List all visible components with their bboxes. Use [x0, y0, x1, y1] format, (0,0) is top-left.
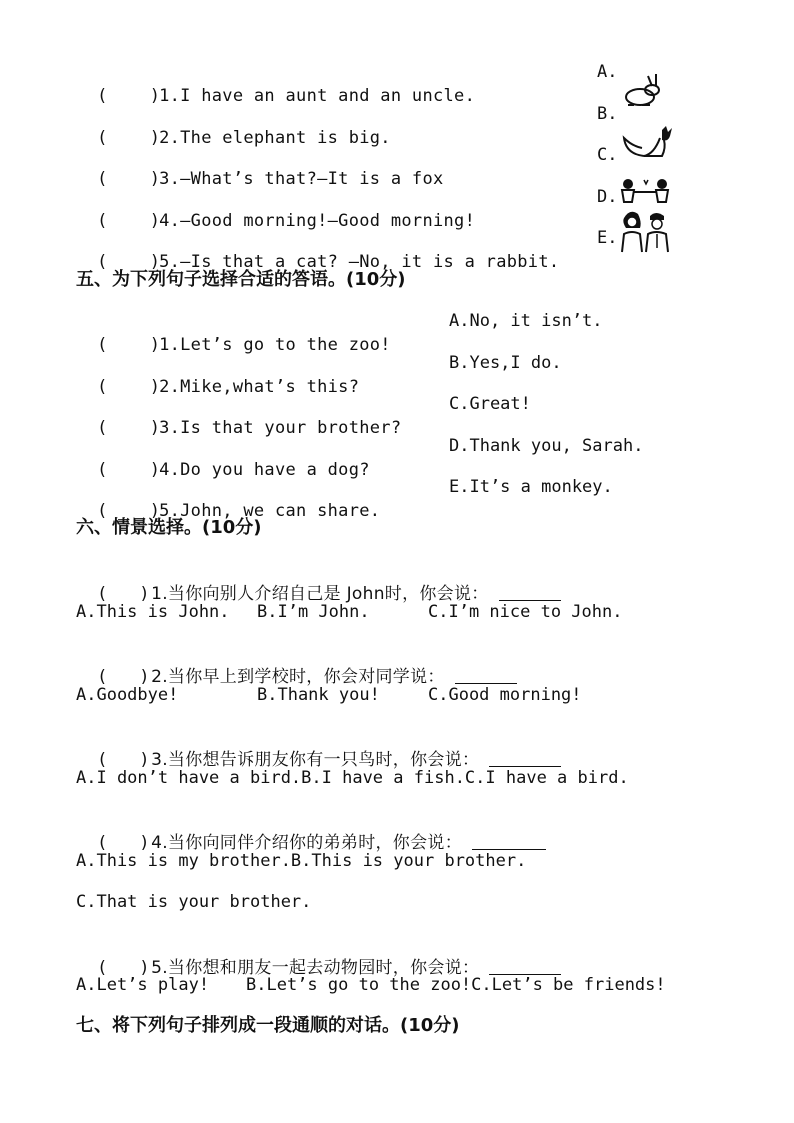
question-3 — [76, 724, 561, 772]
answer-paren[interactable]: ( ) — [97, 335, 161, 355]
fox-picture — [618, 124, 674, 160]
answer-option-e: E.It’s a monkey. — [449, 477, 613, 497]
answer-paren[interactable]: ( ) — [97, 377, 161, 397]
answer-blank[interactable] — [489, 748, 561, 767]
greeting-picture — [618, 176, 674, 212]
section5-title: 五、为下列句子选择合适的答语。(10分) — [76, 269, 406, 290]
choice-b-c: B.Let’s go to the zoo!C.Let’s be friends! — [246, 975, 666, 995]
choice-c: C.Good morning! — [428, 685, 582, 705]
answer-paren[interactable]: ( ) — [97, 958, 150, 978]
option-letter-d: D. — [597, 187, 618, 207]
answer-blank[interactable] — [455, 665, 517, 684]
choice-b: B.I’m John. — [257, 602, 370, 622]
item-text: 1.I have an aunt and an uncle. — [159, 86, 476, 106]
question-text: 1.当你向别人介绍自己是 John时，你会说： — [151, 584, 489, 604]
item-text: 2.Mike,what’s this? — [159, 377, 360, 397]
answer-paren[interactable]: ( ) — [97, 128, 161, 148]
rabbit-picture — [618, 72, 674, 108]
item-text: 1.Let’s go to the zoo! — [159, 335, 391, 355]
question-text: 4.当你向同伴介绍你的弟弟时，你会说： — [151, 833, 462, 853]
question-text: 2.当你早上到学校时，你会对同学说： — [151, 667, 445, 687]
option-letter-a: A. — [597, 62, 618, 82]
choices-line: A.I don’t have a bird.B.I have a fish.C.I have a bird. — [76, 768, 629, 788]
section4-item-5 — [76, 226, 559, 274]
answer-paren[interactable]: ( ) — [97, 501, 161, 521]
section5-item-1 — [76, 309, 391, 357]
option-letter-c: C. — [597, 145, 618, 165]
section4-item-1 — [76, 60, 475, 108]
choice-a: A.Let’s play! — [76, 975, 210, 995]
item-text: 3.Is that your brother? — [159, 418, 402, 438]
answer-paren[interactable]: ( ) — [97, 211, 161, 231]
section5-item-3 — [76, 392, 401, 440]
item-text: 4.Do you have a dog? — [159, 460, 370, 480]
section7-title: 七、将下列句子排列成一段通顺的对话。(10分) — [76, 1015, 460, 1036]
section6-title: 六、情景选择。(10分) — [76, 517, 262, 538]
answer-option-a: A.No, it isn’t. — [449, 311, 603, 331]
answer-blank[interactable] — [499, 582, 561, 601]
item-text: 3.—What’s that?—It is a fox — [159, 169, 444, 189]
answer-paren[interactable]: ( ) — [97, 252, 161, 272]
item-text: 5.John, we can share. — [159, 501, 381, 521]
answer-option-d: D.Thank you, Sarah. — [449, 436, 644, 456]
answer-paren[interactable]: ( ) — [97, 460, 161, 480]
choice-c: C.I’m nice to John. — [428, 602, 623, 622]
choices-line: A.This is my brother.B.This is your brother. — [76, 851, 527, 871]
aunt-uncle-picture — [618, 208, 674, 254]
option-letter-e: E. — [597, 228, 618, 248]
answer-option-c: C.Great! — [449, 394, 531, 414]
option-letter-b: B. — [597, 104, 618, 124]
question-text: 5.当你想和朋友一起去动物园时，你会说： — [151, 958, 480, 978]
question-text: 3.当你想告诉朋友你有一只鸟时，你会说： — [151, 750, 480, 770]
question-1 — [76, 558, 561, 606]
choice-a: A.This is John. — [76, 602, 230, 622]
choice-b: B.Thank you! — [257, 685, 380, 705]
choice-c: C.That is your brother. — [76, 892, 312, 912]
answer-paren[interactable]: ( ) — [97, 169, 161, 189]
answer-option-b: B.Yes,I do. — [449, 353, 562, 373]
item-text: 4.—Good morning!—Good morning! — [159, 211, 476, 231]
answer-paren[interactable]: ( ) — [97, 667, 150, 687]
answer-blank[interactable] — [472, 831, 546, 850]
answer-paren[interactable]: ( ) — [97, 584, 150, 604]
question-2 — [76, 641, 517, 689]
answer-paren[interactable]: ( ) — [97, 833, 150, 853]
item-text: 5.—Is that a cat? —No, it is a rabbit. — [159, 252, 560, 272]
item-text: 2.The elephant is big. — [159, 128, 391, 148]
answer-paren[interactable]: ( ) — [97, 750, 150, 770]
question-4 — [76, 807, 546, 855]
answer-paren[interactable]: ( ) — [97, 86, 161, 106]
choice-a: A.Goodbye! — [76, 685, 179, 705]
answer-paren[interactable]: ( ) — [97, 418, 161, 438]
section4-item-3 — [76, 143, 444, 191]
